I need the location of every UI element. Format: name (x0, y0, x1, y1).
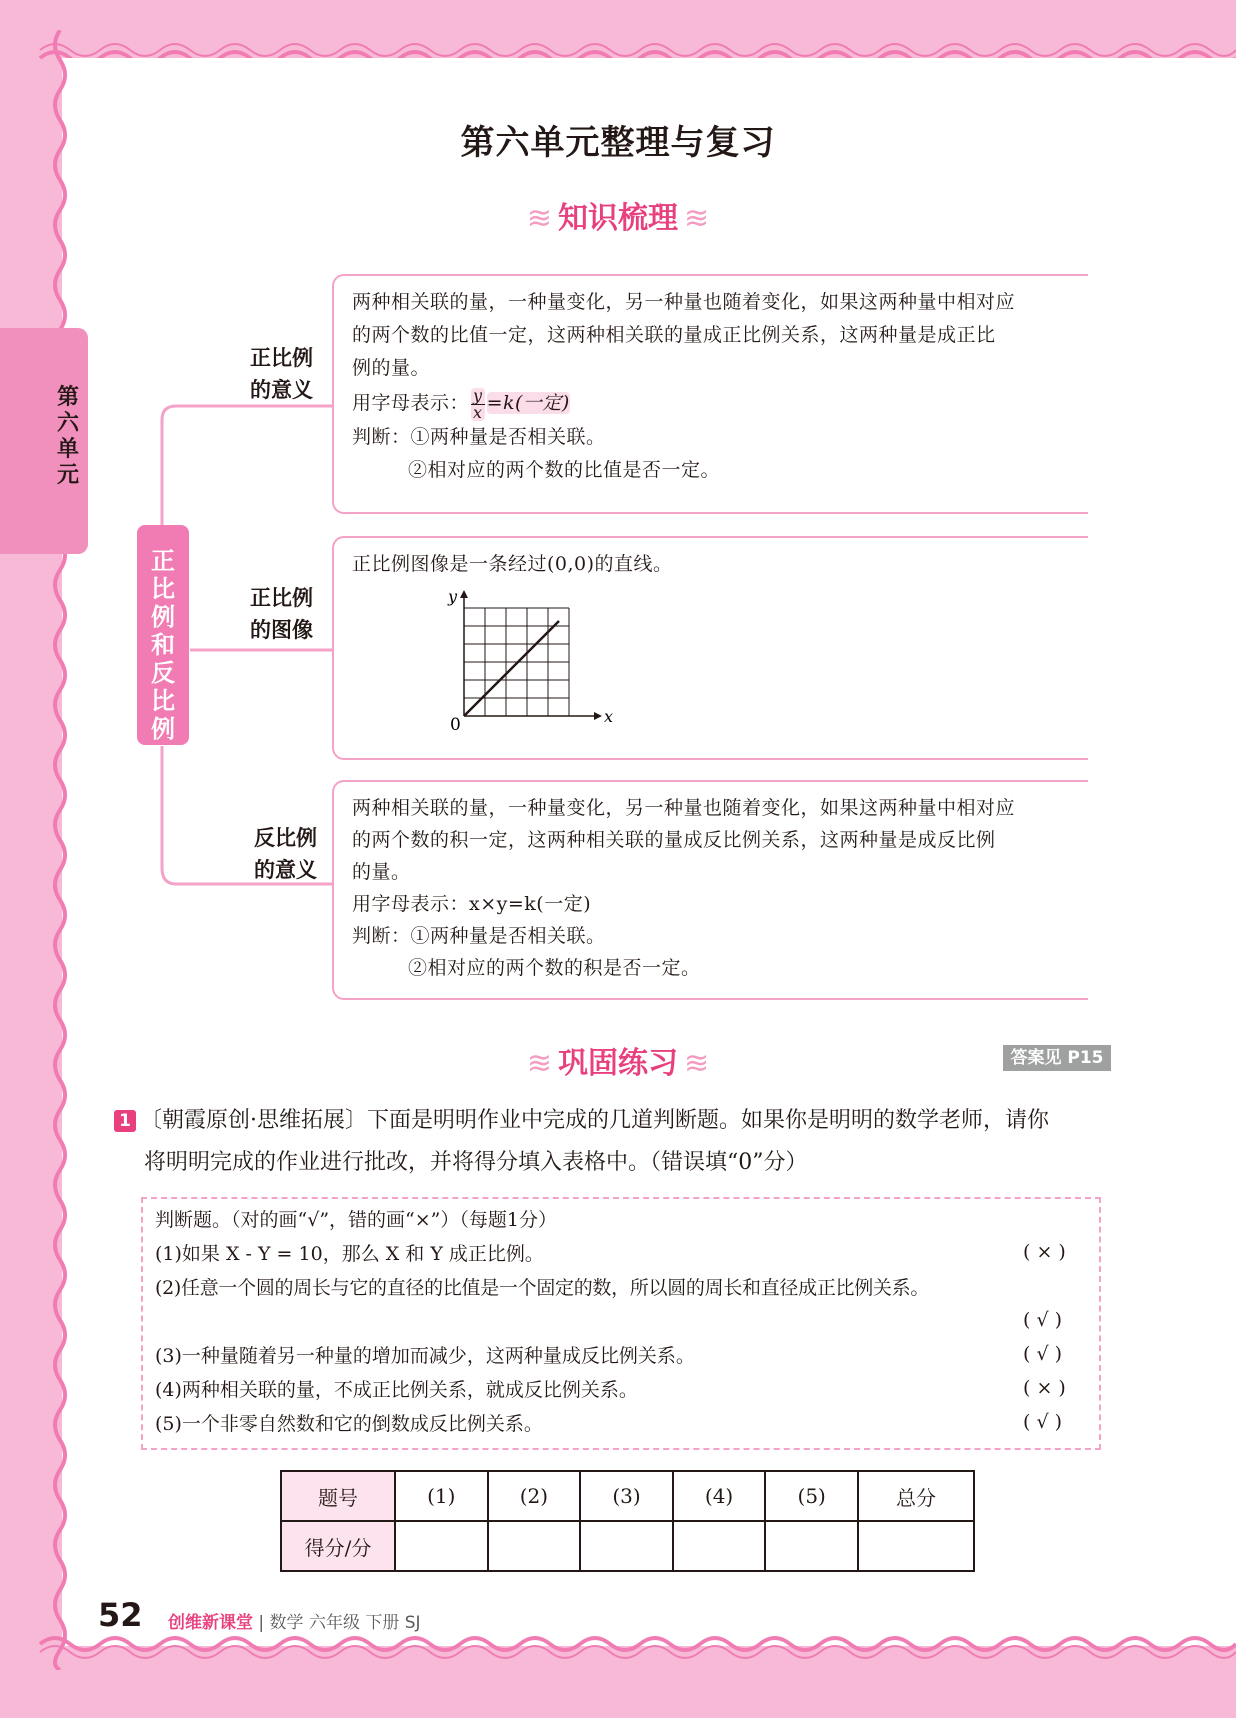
branch-label-inverse-meaning: 反比例 的意义 (254, 826, 317, 882)
score-row-label: 得分/分 (281, 1521, 395, 1571)
score-header-q4: (4) (673, 1471, 766, 1521)
box-inverse-meaning (332, 780, 1088, 1000)
branch-label-direct-graph: 正比例 的图像 (250, 586, 313, 642)
judge-header: 判断题。（对的画“√”，错的画“×”）（每题1分） (155, 1209, 557, 1231)
graph-x-label: x (604, 707, 614, 726)
score-table-header-row (281, 1471, 974, 1521)
bottom-wave-border (0, 1632, 1236, 1672)
page-title: 第六单元整理与复习 (460, 123, 776, 163)
score-cell-q2[interactable] (488, 1521, 581, 1571)
section-knowledge-title: ≋ 知识梳理 ≋ (526, 201, 710, 236)
score-table (280, 1470, 975, 1572)
score-cell-total[interactable] (858, 1521, 974, 1571)
direct-judge-1: 判断：①两种量是否相关联。 (352, 425, 606, 448)
inverse-judge-1: 判断：①两种量是否相关联。 (352, 925, 606, 947)
score-cell-q4[interactable] (673, 1521, 766, 1571)
score-header-total: 总分 (858, 1471, 974, 1521)
judge-item-3: (3)一种量随着另一种量的增加而减少，这两种量成反比例关系。 (155, 1345, 695, 1367)
inverse-meaning-line-2: 的两个数的积一定，这两种相关联的量成反比例关系，这两种量是成反比例 (352, 829, 996, 851)
center-topic-tab: 正比例和反比例 (137, 525, 189, 745)
judge-item-2: (2)任意一个圆的周长与它的直径的比值是一个固定的数，所以圆的周长和直径成正比例关系。 (155, 1277, 930, 1299)
graph-origin-label: 0 (450, 715, 461, 735)
inverse-judge-2: ②相对应的两个数的积是否一定。 (408, 957, 701, 979)
judge-mark-2: ( √ ) (1023, 1309, 1063, 1331)
left-wave-border (46, 30, 70, 1670)
direct-meaning-line-2: 的两个数的比值一定，这两种相关联的量成正比例关系，这两种量是成正比 (352, 324, 996, 346)
direct-meaning-line-3: 例的量。 (352, 357, 431, 379)
box-direct-graph (332, 536, 1088, 760)
score-header-q2: (2) (488, 1471, 581, 1521)
score-header-q5: (5) (765, 1471, 858, 1521)
judge-mark-3: ( √ ) (1023, 1343, 1063, 1365)
inverse-formula: 用字母表示：x×y=k(一定) (352, 893, 592, 915)
judge-question-box (141, 1197, 1101, 1450)
direct-formula: 用字母表示： $\frac{y}{x}$ =k(一定) (352, 385, 570, 422)
judge-mark-5: ( √ ) (1023, 1411, 1063, 1433)
box-direct-meaning (332, 274, 1088, 514)
judge-item-5: (5)一个非零自然数和它的倒数成反比例关系。 (155, 1413, 543, 1435)
judge-mark-1: ( × ) (1023, 1241, 1066, 1263)
judge-item-1: (1)如果 X - Y = 10，那么 X 和 Y 成正比例。 (155, 1243, 544, 1265)
direct-meaning-line-1: 两种相关联的量，一种量变化，另一种量也随着变化，如果这两种量中相对应 (352, 291, 1016, 313)
direct-graph-text: 正比例图像是一条经过(0,0)的直线。 (352, 553, 673, 575)
page-number: 52 (98, 1596, 143, 1634)
score-cell-q1[interactable] (395, 1521, 488, 1571)
score-table-score-row (281, 1521, 974, 1571)
score-cell-q3[interactable] (580, 1521, 673, 1571)
judge-mark-4: ( × ) (1023, 1377, 1066, 1399)
inverse-meaning-line-1: 两种相关联的量，一种量变化，另一种量也随着变化，如果这两种量中相对应 (352, 797, 1016, 819)
answer-reference-badge: 答案见 P15 (1003, 1045, 1111, 1071)
score-header-q3: (3) (580, 1471, 673, 1521)
inverse-meaning-line-3: 的量。 (352, 861, 411, 883)
score-header-label: 题号 (281, 1471, 395, 1521)
graph-y-label: y (448, 588, 458, 606)
footer-info (168, 1608, 421, 1633)
section-practice-title: ≋ 巩固练习 ≋ (526, 1046, 710, 1081)
footer-brand: 创维新课堂 (168, 1613, 253, 1633)
unit-side-tab-label: 第六单元 (56, 385, 79, 488)
footer-subject: | 数学 六年级 下册 SJ (258, 1613, 421, 1633)
direct-judge-2: ②相对应的两个数的比值是否一定。 (408, 458, 721, 481)
judge-item-4: (4)两种相关联的量，不成正比例关系，就成反比例关系。 (155, 1379, 638, 1401)
direct-proportion-graph (434, 588, 614, 738)
score-header-q1: (1) (395, 1471, 488, 1521)
branch-label-direct-meaning: 正比例 的意义 (250, 346, 313, 402)
question-number: 1 (114, 1110, 136, 1132)
score-cell-q5[interactable] (765, 1521, 858, 1571)
question-1: 1 〔朝霞原创·思维拓展〕下面是明明作业中完成的几道判断题。如果你是明明的数学老师，请你 将明明完成的作业进行批改，并将得分填入表格中。（错误填“0”分） (114, 1100, 1114, 1184)
